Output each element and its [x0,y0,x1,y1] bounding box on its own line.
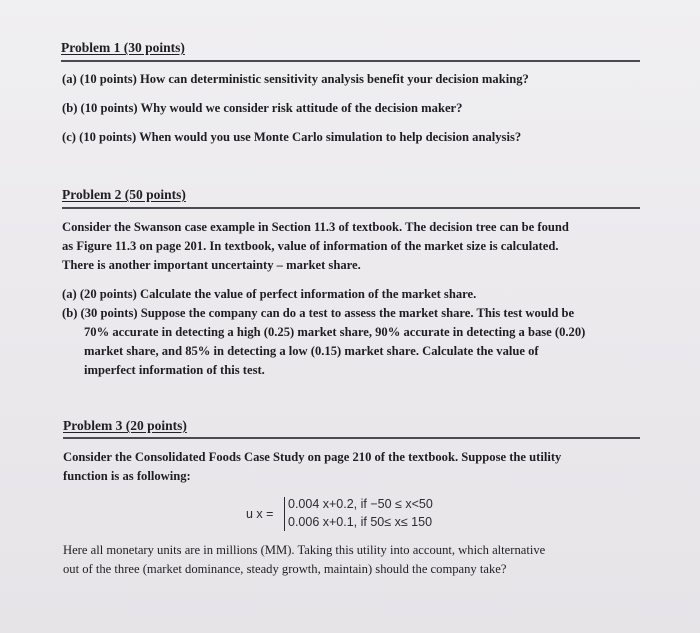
problem-2-part-a: (a) (20 points) Calculate the value of perfect information of the market share. [62,287,477,301]
problem-1-heading: Problem 1 (30 points) [61,40,185,55]
problem-1-part-a: (a) (10 points) How can deterministic sensitivity analysis benefit your decision making? [62,72,529,86]
formula-case-2: 0.006 x+0.1, if 50≤ x≤ 150 [288,515,433,529]
problem-2-heading: Problem 2 (50 points) [62,187,186,202]
problem-3-intro-line-1: Consider the Consolidated Foods Case Study on page 210 of the textbook. Suppose the utility [63,450,562,464]
problem-2-part-b-line-4: imperfect information of this test. [84,363,265,377]
problem-2-part-b-line-3: market share, and 85% in detecting a low (0.15) market share. Calculate the value of [84,344,539,358]
problem-2-rule [62,207,640,209]
problem-2-intro-line-3: There is another important uncertainty – market share. [62,258,361,272]
problem-3-outro-line-2: out of the three (market dominance, steady growth, maintain) should the company take? [63,562,507,576]
utility-function-formula [246,497,506,533]
problem-1-part-b: (b) (10 points) Why would we consider risk attitude of the decision maker? [62,101,463,115]
problem-2-intro-line-2: as Figure 11.3 on page 201. In textbook, value of information of the market size is calculated. [62,239,559,253]
problem-2-intro-line-1: Consider the Swanson case example in Section 11.3 of textbook. The decision tree can be found [62,220,569,234]
problem-3-intro-line-2: function is as following: [63,469,191,483]
problem-2-part-b-line-2: 70% accurate in detecting a high (0.25) market share, 90% accurate in detecting a base (0.20) [84,325,586,339]
problem-3-outro-line-1: Here all monetary units are in millions (MM). Taking this utility into account, which alternative [63,543,546,557]
formula-lhs: u x = [246,507,274,521]
problem-3-heading: Problem 3 (20 points) [63,418,187,433]
problem-2-part-b: (b) (30 points) Suppose the company can do a test to assess the market share. This test would be [62,306,575,320]
problem-3-rule [63,437,640,439]
problem-1-part-c: (c) (10 points) When would you use Monte Carlo simulation to help decision analysis? [62,130,522,144]
formula-case-1: 0.004 x+0.2, if −50 ≤ x<50 [288,497,433,511]
problem-1-rule [61,60,640,62]
